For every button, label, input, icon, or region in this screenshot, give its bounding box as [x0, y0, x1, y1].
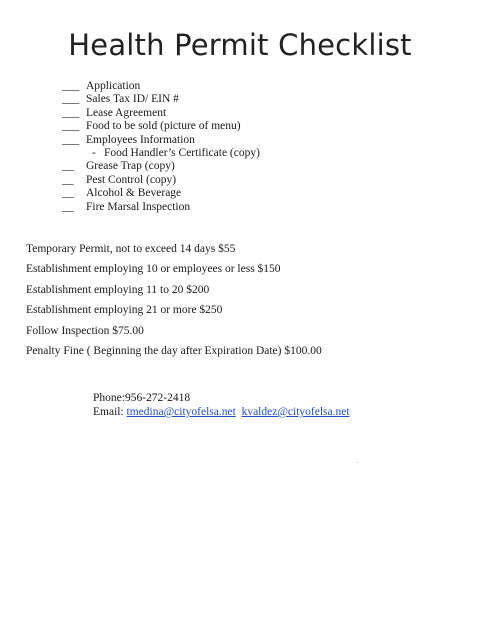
checkbox-blank: ___ — [62, 80, 80, 92]
checklist-item — [62, 201, 260, 214]
checklist-item-label: Grease Trap (copy) — [86, 160, 175, 173]
fee-line: Establishment employing 21 or more $250 — [26, 304, 223, 317]
checkbox-blank: ___ — [62, 106, 80, 119]
contact-info — [93, 391, 350, 419]
checkbox-blank: __ — [62, 200, 74, 213]
fee-line: Follow Inspection $75.00 — [26, 324, 144, 337]
checklist-item — [62, 174, 260, 187]
checklist-item — [62, 80, 260, 93]
checklist-item-label: Employees Information — [86, 133, 195, 146]
email-link-tmedina[interactable]: tmedina@cityofelsa.net — [126, 406, 236, 418]
checklist-item-label: Lease Agreement — [86, 106, 167, 119]
fee-line: Temporary Permit, not to exceed 14 days $55 — [26, 243, 236, 255]
checkbox-blank: __ — [62, 160, 74, 173]
fee-line: Penalty Fine ( Beginning the day after Expiration Date) $100.00 — [26, 344, 322, 357]
checkbox-blank: ___ — [62, 120, 80, 133]
fee-line: Establishment employing 10 or employees or less $150 — [26, 263, 281, 276]
phone-number: Phone:956-272-2418 — [93, 392, 191, 404]
checklist-item-label: Food Handler’s Certificate (copy) — [104, 147, 260, 160]
checklist-item-label: Alcohol & Beverage — [86, 187, 182, 200]
bullet-dash: - — [92, 147, 96, 160]
fee-schedule — [26, 242, 322, 364]
checklist-item-label: Food to be sold (picture of menu) — [86, 120, 241, 133]
checkbox-blank: __ — [62, 173, 74, 186]
checkbox-blank: __ — [62, 187, 74, 200]
checklist — [62, 80, 260, 214]
checkbox-blank: ___ — [62, 93, 80, 106]
checklist-item — [62, 93, 260, 106]
checklist-item-label: Pest Control (copy) — [86, 173, 177, 186]
fee-line: Establishment employing 11 to 20 $200 — [26, 283, 210, 296]
checklist-item — [62, 107, 260, 120]
checklist-item — [62, 134, 260, 147]
checklist-item-label: Application — [86, 80, 141, 92]
email-label: Email: — [93, 406, 127, 418]
page-title: Health Permit Checklist — [68, 28, 412, 62]
email-row — [93, 405, 350, 419]
checklist-item — [62, 187, 260, 200]
checklist-item — [62, 160, 260, 173]
checklist-subitem — [62, 147, 260, 160]
checkbox-blank: ___ — [62, 133, 80, 146]
email-link-kvaldez[interactable]: kvaldez@cityofelsa.net — [241, 406, 350, 418]
checklist-item — [62, 120, 260, 133]
checklist-item-label: Sales Tax ID/ EIN # — [86, 93, 179, 106]
checklist-item-label: Fire Marsal Inspection — [86, 200, 191, 213]
scan-speck — [357, 462, 358, 463]
